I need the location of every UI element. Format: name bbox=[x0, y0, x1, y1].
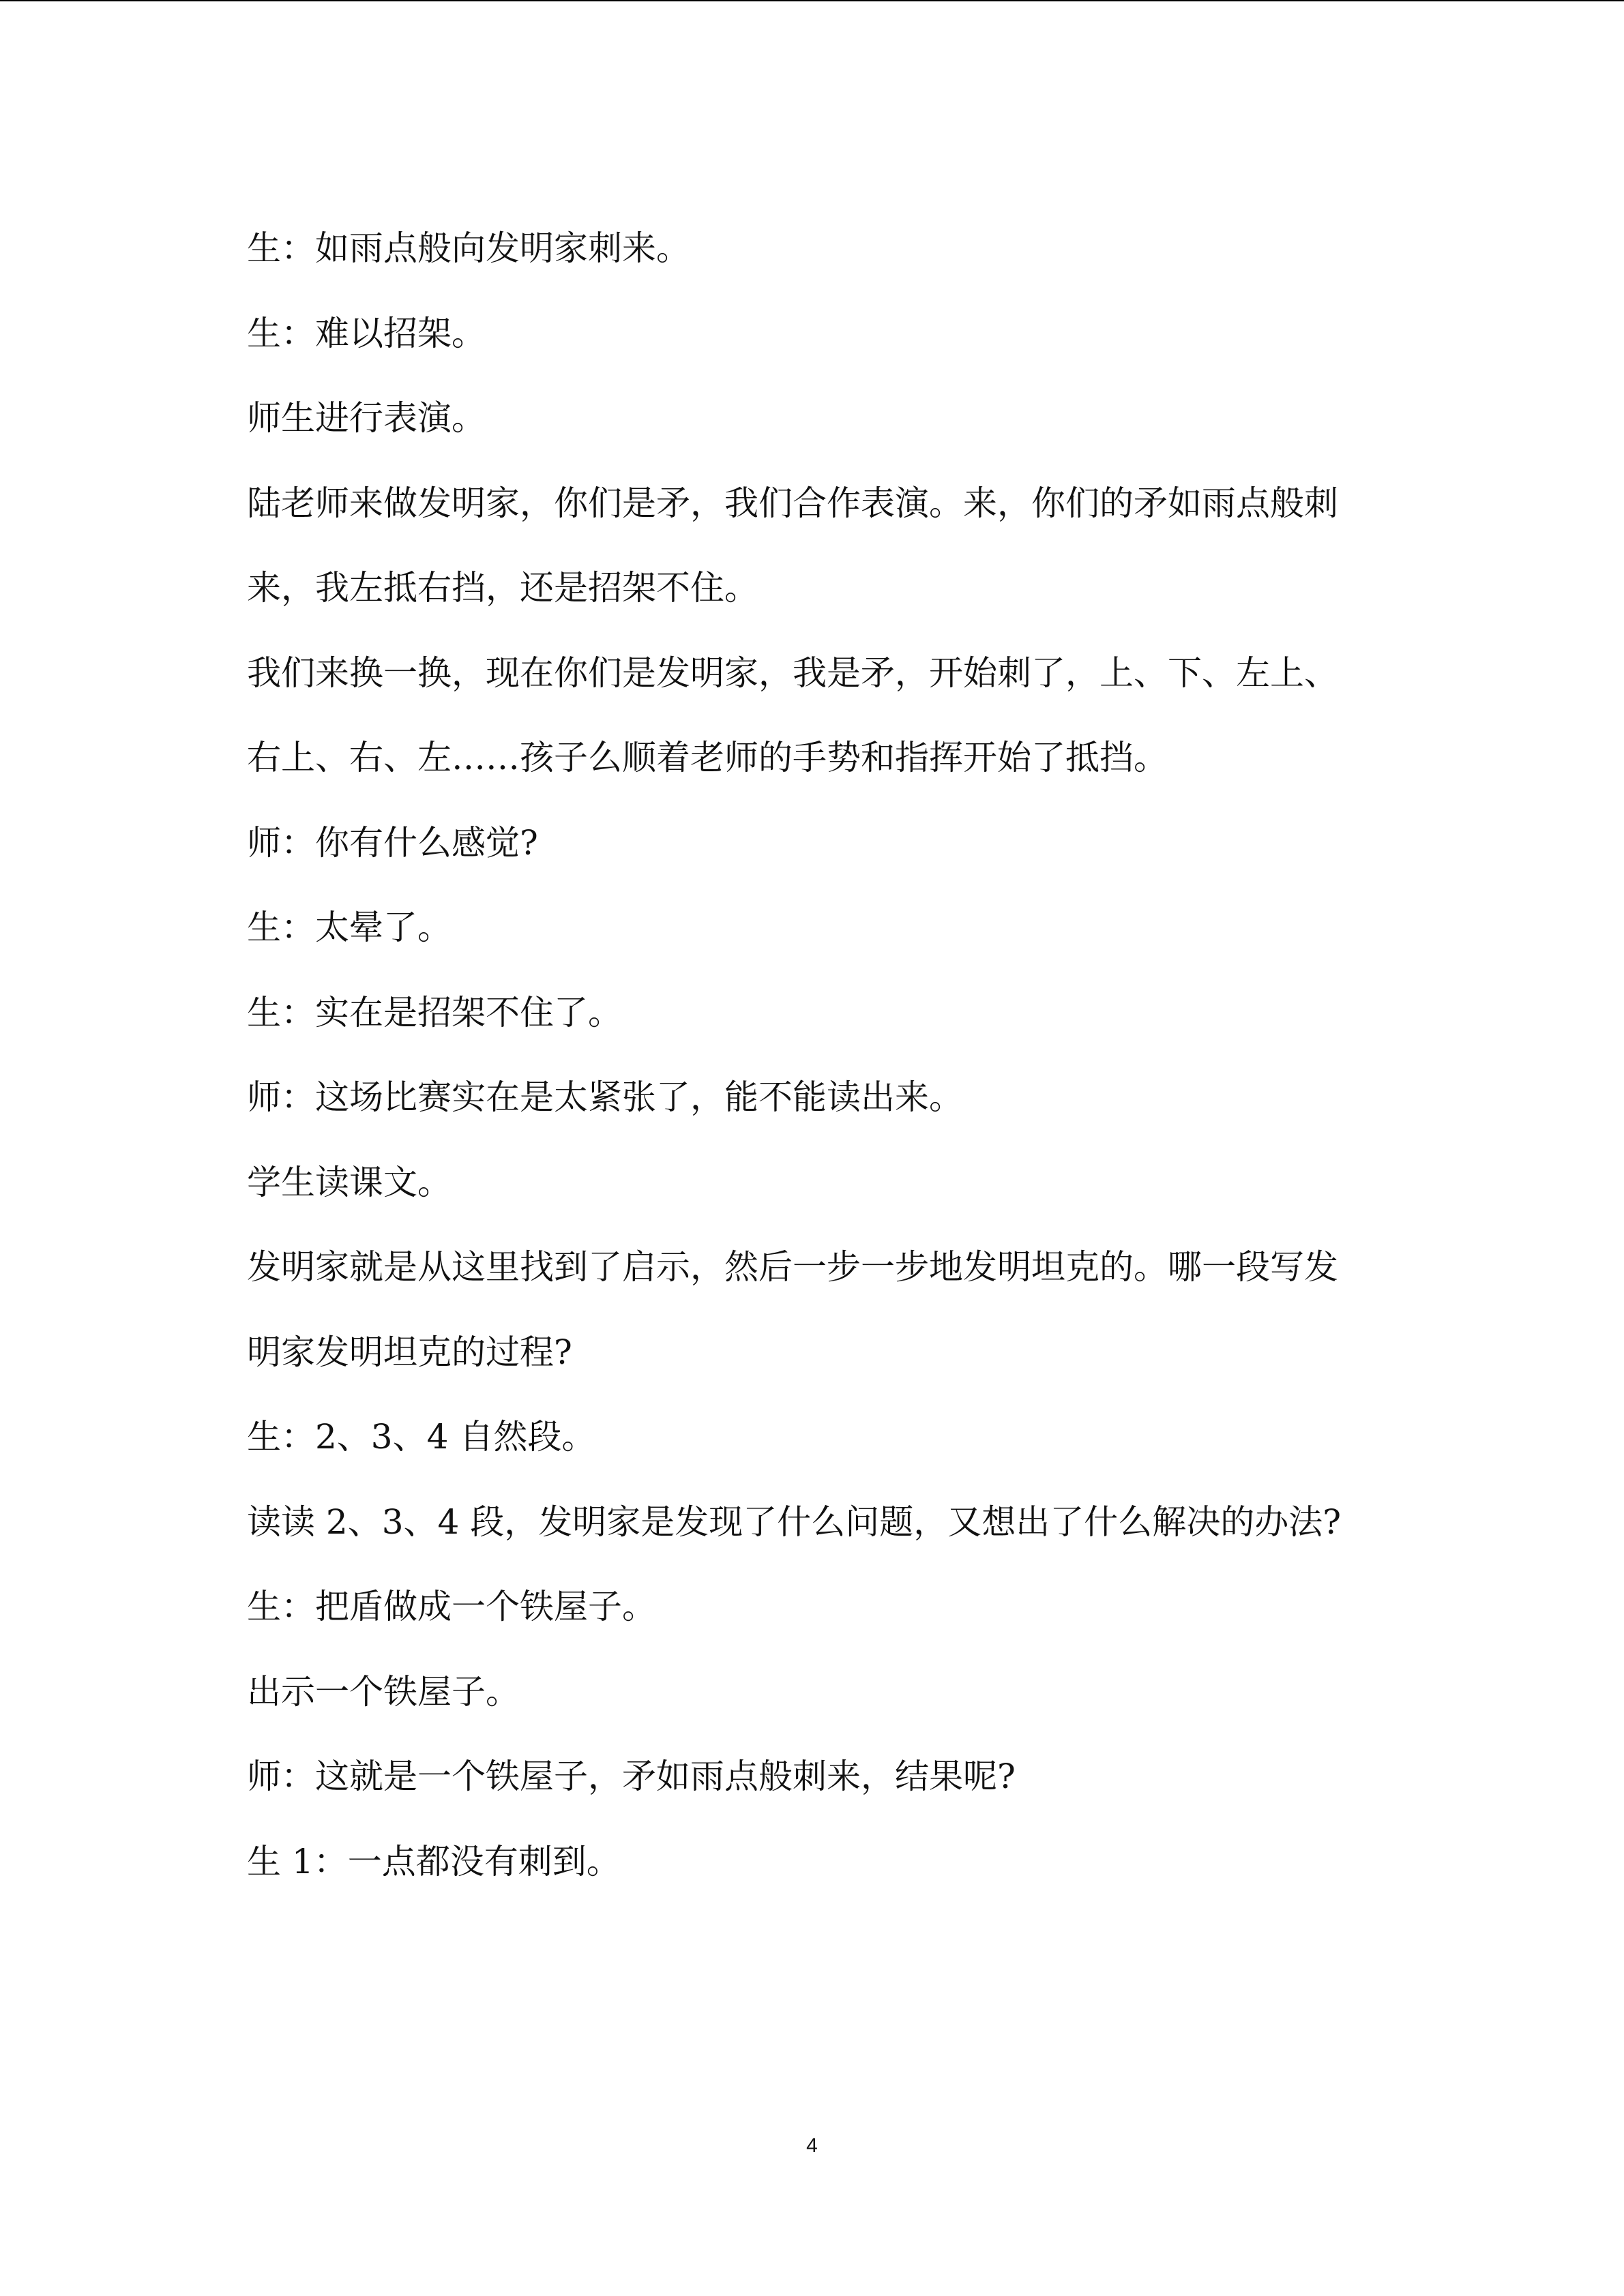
paragraph: 师生进行表演。 bbox=[247, 398, 486, 438]
paragraph: 师：你有什么感觉? bbox=[247, 822, 538, 863]
paragraph: 出示一个铁屋子。 bbox=[247, 1671, 520, 1712]
paragraph: 生：把盾做成一个铁屋子。 bbox=[247, 1587, 656, 1626]
page-number: 4 bbox=[806, 2134, 818, 2157]
paragraph: 发明家就是从这里找到了启示，然后一步一步地发明坦克的。哪一段写发明家发明坦克的过程? bbox=[247, 1247, 1338, 1372]
paragraph: 生：2、3、4 自然段。 bbox=[247, 1417, 596, 1457]
paragraph: 生：如雨点般向发明家刺来。 bbox=[247, 228, 690, 268]
paragraph: 生：实在是招架不住了。 bbox=[247, 992, 622, 1032]
paragraph: 师：这就是一个铁屋子，矛如雨点般刺来，结果呢? bbox=[247, 1757, 1016, 1796]
paragraph: 师：这场比赛实在是太紧张了，能不能读出来。 bbox=[247, 1077, 963, 1117]
paragraph: 生 1：一点都没有刺到。 bbox=[247, 1841, 621, 1881]
paragraph: 生：太晕了。 bbox=[247, 908, 452, 947]
page-body bbox=[247, 206, 1365, 1904]
paragraph: 陆老师来做发明家，你们是矛，我们合作表演。来，你们的矛如雨点般刺来，我左抵右挡，还是招架不住。 bbox=[247, 483, 1338, 608]
paragraph: 读读 2、3、4 段，发明家是发现了什么问题，又想出了什么解决的办法? bbox=[247, 1502, 1342, 1542]
paragraph: 生：难以招架。 bbox=[247, 313, 486, 353]
paragraph: 我们来换一换，现在你们是发明家，我是矛，开始刺了，上、下、左上、右上、右、左……孩子么顺着老师的手势和指挥开始了抵挡。 bbox=[247, 653, 1338, 777]
paragraph: 学生读课文。 bbox=[247, 1162, 452, 1202]
